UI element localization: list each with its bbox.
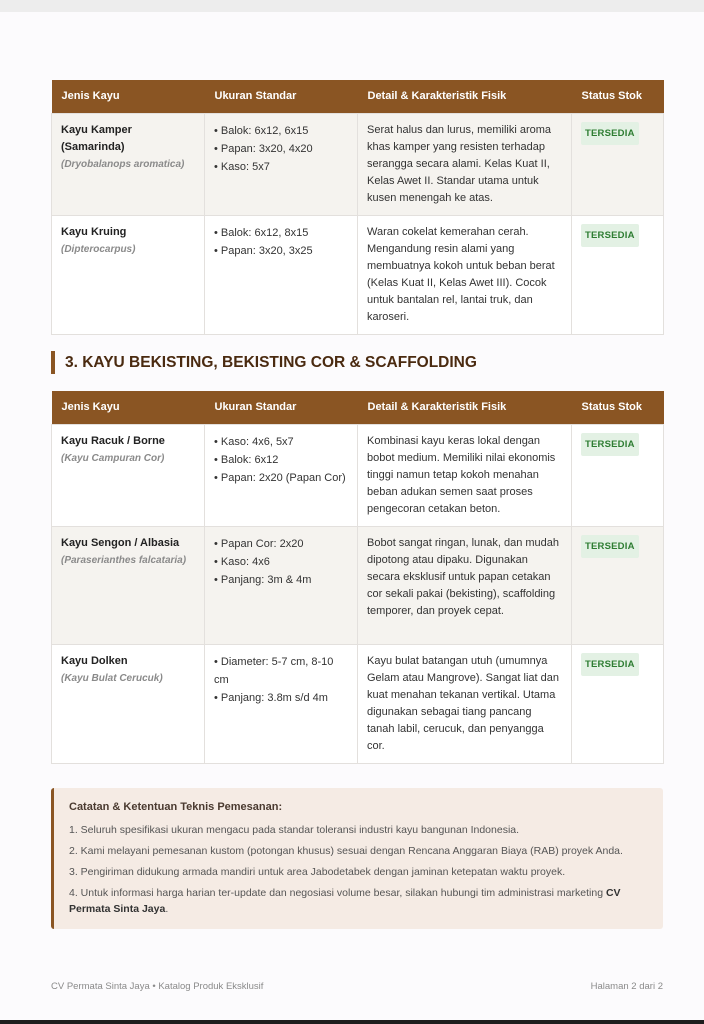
wood-name-cell — [52, 424, 205, 526]
col-header-status: Status Stok — [572, 391, 664, 424]
catalog-table-formwork — [51, 391, 664, 764]
status-cell — [572, 113, 664, 215]
wood-name-cell — [52, 644, 205, 763]
wood-latin-name: (Dipterocarpus) — [61, 243, 136, 255]
sizes-cell — [205, 215, 358, 334]
size-item: • Kaso: 4x6, 5x7 — [214, 435, 294, 448]
wood-name: Kayu Sengon / Albasia — [61, 536, 180, 549]
size-item: • Kaso: 4x6 — [214, 555, 270, 568]
table-row — [52, 526, 664, 644]
size-item: • Diameter: 5-7 cm, 8-10 cm — [214, 655, 334, 686]
size-item: • Kaso: 5x7 — [214, 160, 270, 173]
wood-latin-name: (Kayu Bulat Cerucuk) — [61, 672, 163, 684]
col-header-jenis: Jenis Kayu — [52, 391, 205, 424]
size-item: • Balok: 6x12, 6x15 — [214, 124, 309, 137]
wood-latin-name: (Dryobalanops aromatica) — [61, 158, 185, 170]
size-item: • Papan: 3x20, 4x20 — [214, 142, 313, 155]
status-badge: TERSEDIA — [581, 653, 639, 676]
table-row — [52, 215, 664, 334]
sizes-cell — [205, 526, 358, 644]
size-item: • Balok: 6x12, 8x15 — [214, 226, 309, 239]
status-badge: TERSEDIA — [581, 122, 639, 145]
ordering-notes-box — [51, 788, 663, 929]
notes-item-text: 4. Untuk informasi harga harian ter-update dan negosiasi volume besar, silakan hubungi tim administrasi marketing — [69, 887, 606, 899]
notes-item: 3. Pengiriman didukung armada mandiri untuk area Jabodetabek dengan jaminan ketepatan waktu proyek. — [69, 866, 566, 878]
status-cell — [572, 526, 664, 644]
bottom-bar — [0, 1020, 704, 1024]
wood-name-origin: (Samarinda) — [61, 140, 125, 153]
size-item: • Balok: 6x12 — [214, 453, 279, 466]
table-row — [52, 644, 664, 763]
col-header-jenis: Jenis Kayu — [52, 80, 205, 113]
wood-name-cell — [52, 215, 205, 334]
notes-list — [69, 822, 663, 917]
detail-cell: Serat halus dan lurus, memiliki aroma khas kamper yang resisten terhadap serangga secara alami. Kelas Kuat II, Kelas Awet II. Standar utama untuk kusen menengah ke atas. — [358, 113, 572, 215]
size-item: • Papan Cor: 2x20 — [214, 537, 304, 550]
wood-name: Kayu Kruing — [61, 225, 127, 238]
section-heading: 3. KAYU BEKISTING, BEKISTING COR & SCAFFOLDING — [51, 351, 477, 374]
sizes-cell — [205, 424, 358, 526]
status-cell — [572, 424, 664, 526]
status-cell — [572, 215, 664, 334]
top-bar — [0, 0, 704, 12]
notes-item: 1. Seluruh spesifikasi ukuran mengacu pada standar toleransi industri kayu bangunan Indonesia. — [69, 824, 520, 836]
notes-item: 2. Kami melayani pemesanan kustom (potongan khusus) sesuai dengan Rencana Anggaran Biaya (RAB) proyek Anda. — [69, 845, 623, 857]
footer-company: CV Permata Sinta Jaya • Katalog Produk Eksklusif — [51, 981, 264, 992]
sizes-cell — [205, 644, 358, 763]
notes-item-end: . — [165, 903, 169, 915]
catalog-table-hardwood — [51, 80, 664, 335]
col-header-detail: Detail & Karakteristik Fisik — [358, 80, 572, 113]
sizes-cell — [205, 113, 358, 215]
wood-latin-name: (Kayu Campuran Cor) — [61, 452, 165, 464]
col-header-status: Status Stok — [572, 80, 664, 113]
col-header-ukuran: Ukuran Standar — [205, 80, 358, 113]
status-badge: TERSEDIA — [581, 224, 639, 247]
wood-name-cell — [52, 113, 205, 215]
wood-name: Kayu Dolken — [61, 654, 128, 667]
table-row — [52, 424, 664, 526]
company-name: CV Permata Sinta Jaya — [69, 887, 621, 915]
detail-cell: Bobot sangat ringan, lunak, dan mudah dipotong atau dipaku. Digunakan secara eksklusif untuk papan cetakan cor sekali pakai (bekisting), scaffolding temporer, dan proyek cepat. — [358, 526, 572, 644]
col-header-ukuran: Ukuran Standar — [205, 391, 358, 424]
status-cell — [572, 644, 664, 763]
table-row — [52, 113, 664, 215]
col-header-detail: Detail & Karakteristik Fisik — [358, 391, 572, 424]
notes-title: Catatan & Ketentuan Teknis Pemesanan: — [69, 801, 283, 813]
notes-item — [69, 885, 663, 917]
wood-name: Kayu Kamper — [61, 123, 132, 136]
status-badge: TERSEDIA — [581, 535, 639, 558]
size-item: • Panjang: 3.8m s/d 4m — [214, 691, 328, 704]
wood-latin-name: (Paraserianthes falcataria) — [61, 554, 187, 566]
size-item: • Papan: 3x20, 3x25 — [214, 244, 313, 257]
status-badge: TERSEDIA — [581, 433, 639, 456]
size-item: • Papan: 2x20 (Papan Cor) — [214, 471, 346, 484]
detail-cell: Waran cokelat kemerahan cerah. Mengandung resin alami yang membuatnya kokoh untuk beban berat (Kelas Kuat II, Kelas Awet III). Cocok untuk bantalan rel, lantai truk, dan karoseri. — [358, 215, 572, 334]
wood-name: Kayu Racuk / Borne — [61, 434, 165, 447]
size-item: • Panjang: 3m & 4m — [214, 573, 312, 586]
footer-page-number: Halaman 2 dari 2 — [590, 981, 663, 992]
detail-cell: Kombinasi kayu keras lokal dengan bobot medium. Memiliki nilai ekonomis tinggi namun tetap kokoh menahan beban adukan semen saat proses pengecoran cetakan beton. — [358, 424, 572, 526]
table-header-row — [52, 391, 664, 424]
wood-name-cell — [52, 526, 205, 644]
table-header-row — [52, 80, 664, 113]
detail-cell: Kayu bulat batangan utuh (umumnya Gelam atau Mangrove). Sangat liat dan kuat menahan tekanan vertikal. Utama digunakan sebagai tiang pancang tanah labil, cerucuk, dan penyangga cor. — [358, 644, 572, 763]
